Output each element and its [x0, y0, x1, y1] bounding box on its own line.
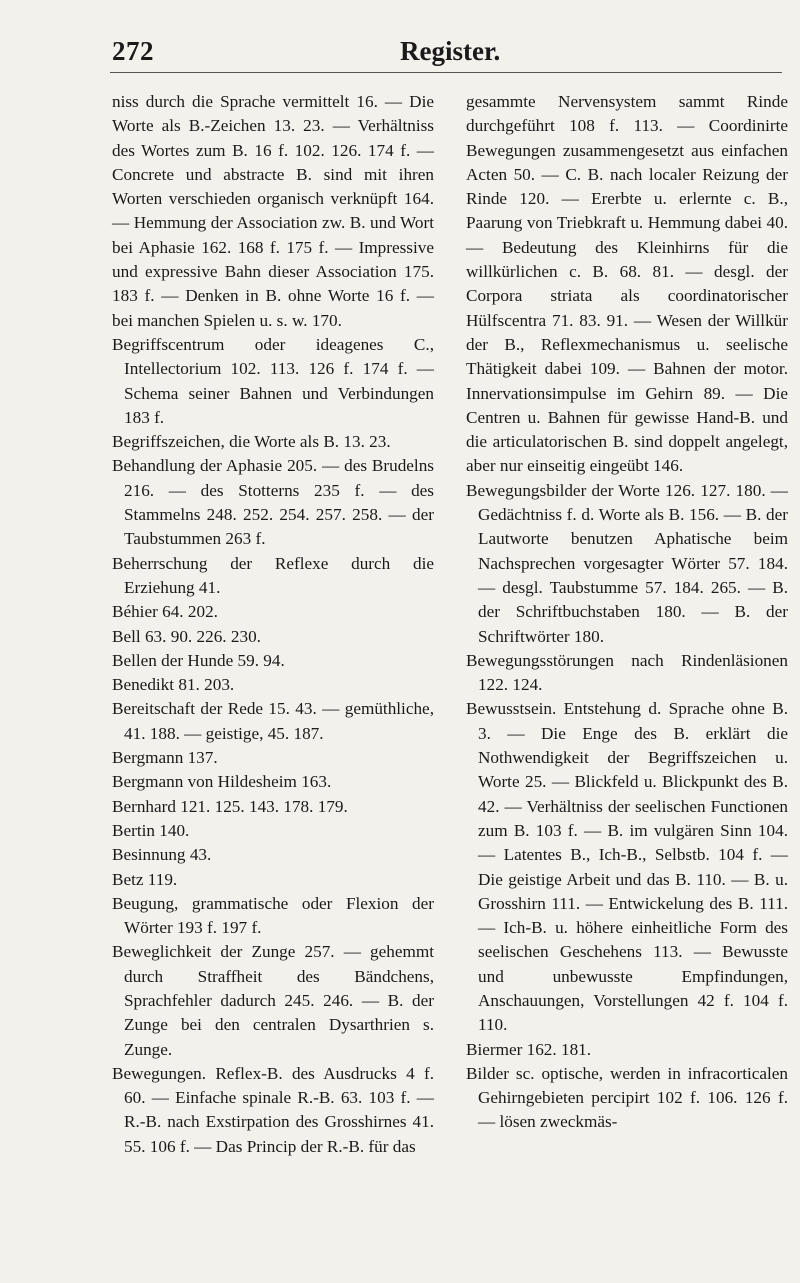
index-entry: niss durch die Sprache vermittelt 16. — Die Worte als B.-Zeichen 13. 23. — Verhältniss des Wortes zum B. 16 f. 102. 126. 174 f. — Concrete und abstracte B. sind mit ihren Worten verschieden organisch verknüpft 164. — Hemmung der Association zw. B. und Wort bei Aphasie 162. 168 f. 175 f. — Impressive und expressive Bahn dieser Association 175. 183 f. — Denken in B. ohne Worte 16 f. — bei manchen Spielen u. s. w. 170. — [112, 92, 434, 330]
index-entry: Betz 119. — [112, 869, 178, 889]
index-entry: Bernhard 121. 125. 143. 178. 179. — [112, 796, 348, 816]
right-column — [466, 90, 788, 1135]
index-entry: Beweglichkeit der Zunge 257. — gehemmt durch Straffheit des Bändchens, Sprachfehler dadurch 245. 246. — B. der Zunge bei den centralen Dysarthrien s. Zunge. — [112, 942, 434, 1059]
index-entry: Begriffszeichen, die Worte als B. 13. 23. — [112, 432, 391, 452]
index-entry: Bilder sc. optische, werden in infracorticalen Gehirngebieten percipirt 102 f. 106. 126 f. — lösen zweckmäs- — [466, 1063, 788, 1132]
index-entry: Besinnung 43. — [112, 845, 212, 865]
index-entry: gesammte Nervensystem sammt Rinde durchgeführt 108 f. 113. — Coordinirte Bewegungen zusammengesetzt aus einfachen Acten 50. — C. B. nach localer Reizung der Rinde 120. — Ererbte u. erlernte c. B., Paarung von Triebkraft u. Hemmung dabei 40. — Bedeutung des Kleinhirns für die willkürlichen c. B. 68. 81. — desgl. der Corpora striata als coordinatorischer Hülfscentra 71. 83. 91. — Wesen der Willkür der B., Reflexmechanismus u. seelische Thätigkeit dabei 109. — Bahnen der motor. Innervationsimpulse im Gehirn 89. — Die Centren u. Bahnen für gewisse Hand-B. und die articulatorischen B. sind doppelt angelegt, aber nur einseitig eingeübt 146. — [466, 92, 788, 476]
page-header — [0, 0, 800, 76]
index-entry: Bewegungen. Reflex-B. des Ausdrucks 4 f. 60. — Einfache spinale R.-B. 63. 103 f. — R.-B. nach Exstirpation des Grosshirnes 41. 55. 106 f. — Das Princip der R.-B. für das — [112, 1063, 434, 1156]
index-entry: Bertin 140. — [112, 820, 190, 840]
running-head: Register. — [400, 36, 501, 66]
index-entry: Begriffscentrum oder ideagenes C., Intellectorium 102. 113. 126 f. 174 f. — Schema seiner Bahnen und Verbindungen 183 f. — [112, 334, 434, 427]
index-entry: Behandlung der Aphasie 205. — des Brudelns 216. — des Stotterns 235 f. — des Stammelns 248. 252. 254. 257. 258. — der Taubstummen 263 f. — [112, 456, 434, 549]
index-entry: Bewusstsein. Entstehung d. Sprache ohne B. 3. — Die Enge des B. erklärt die Nothwendigkeit der Begriffszeichen u. Worte 25. — Blickfeld u. Blickpunkt des B. 42. — Verhältniss der seelischen Functionen zum B. 103 f. — B. im vulgären Sinn 104. — Latentes B., Ich-B., Selbstb. 104 f. — Die geistige Arbeit und das B. 110. — B. u. Grosshirn 111. — Entwickelung des B. 111. — Ich-B. u. höhere einheitliche Form des seelischen Geschehens 113. — Bewusste und unbewusste Empfindungen, Anschauungen, Vorstellungen 42 f. 104 f. 110. — [466, 699, 788, 1035]
index-entry: Bergmann 137. — [112, 748, 218, 768]
page-number: 272 — [112, 36, 154, 66]
index-entry: Bellen der Hunde 59. 94. — [112, 650, 285, 670]
index-entry: Beugung, grammatische oder Flexion der Wörter 193 f. 197 f. — [112, 893, 434, 938]
left-column — [112, 90, 434, 1159]
index-entry: Bereitschaft der Rede 15. 43. — gemüthliche, 41. 188. — geistige, 45. 187. — [112, 699, 434, 743]
index-entry: Bell 63. 90. 226. 230. — [112, 626, 261, 646]
index-entry: Beherrschung der Reflexe durch die Erziehung 41. — [112, 553, 434, 597]
index-entry: Bergmann von Hildesheim 163. — [112, 772, 332, 792]
index-entry: Bewegungsbilder der Worte 126. 127. 180. — Gedächtniss f. d. Worte als B. 156. — B. der Lautworte benutzen Aphatische beim Nachsprechen vorgesagter Wörter 57. 184. — desgl. Taubstumme 57. 184. 265. — B. der Schriftbuchstaben 180. — B. der Schriftwörter 180. — [466, 480, 788, 646]
index-entry: Benedikt 81. 203. — [112, 675, 235, 695]
header-rule — [110, 72, 782, 73]
index-entry: Béhier 64. 202. — [112, 602, 218, 622]
index-entry: Bewegungsstörungen nach Rindenläsionen 122. 124. — [466, 650, 788, 695]
index-entry: Biermer 162. 181. — [466, 1039, 592, 1059]
